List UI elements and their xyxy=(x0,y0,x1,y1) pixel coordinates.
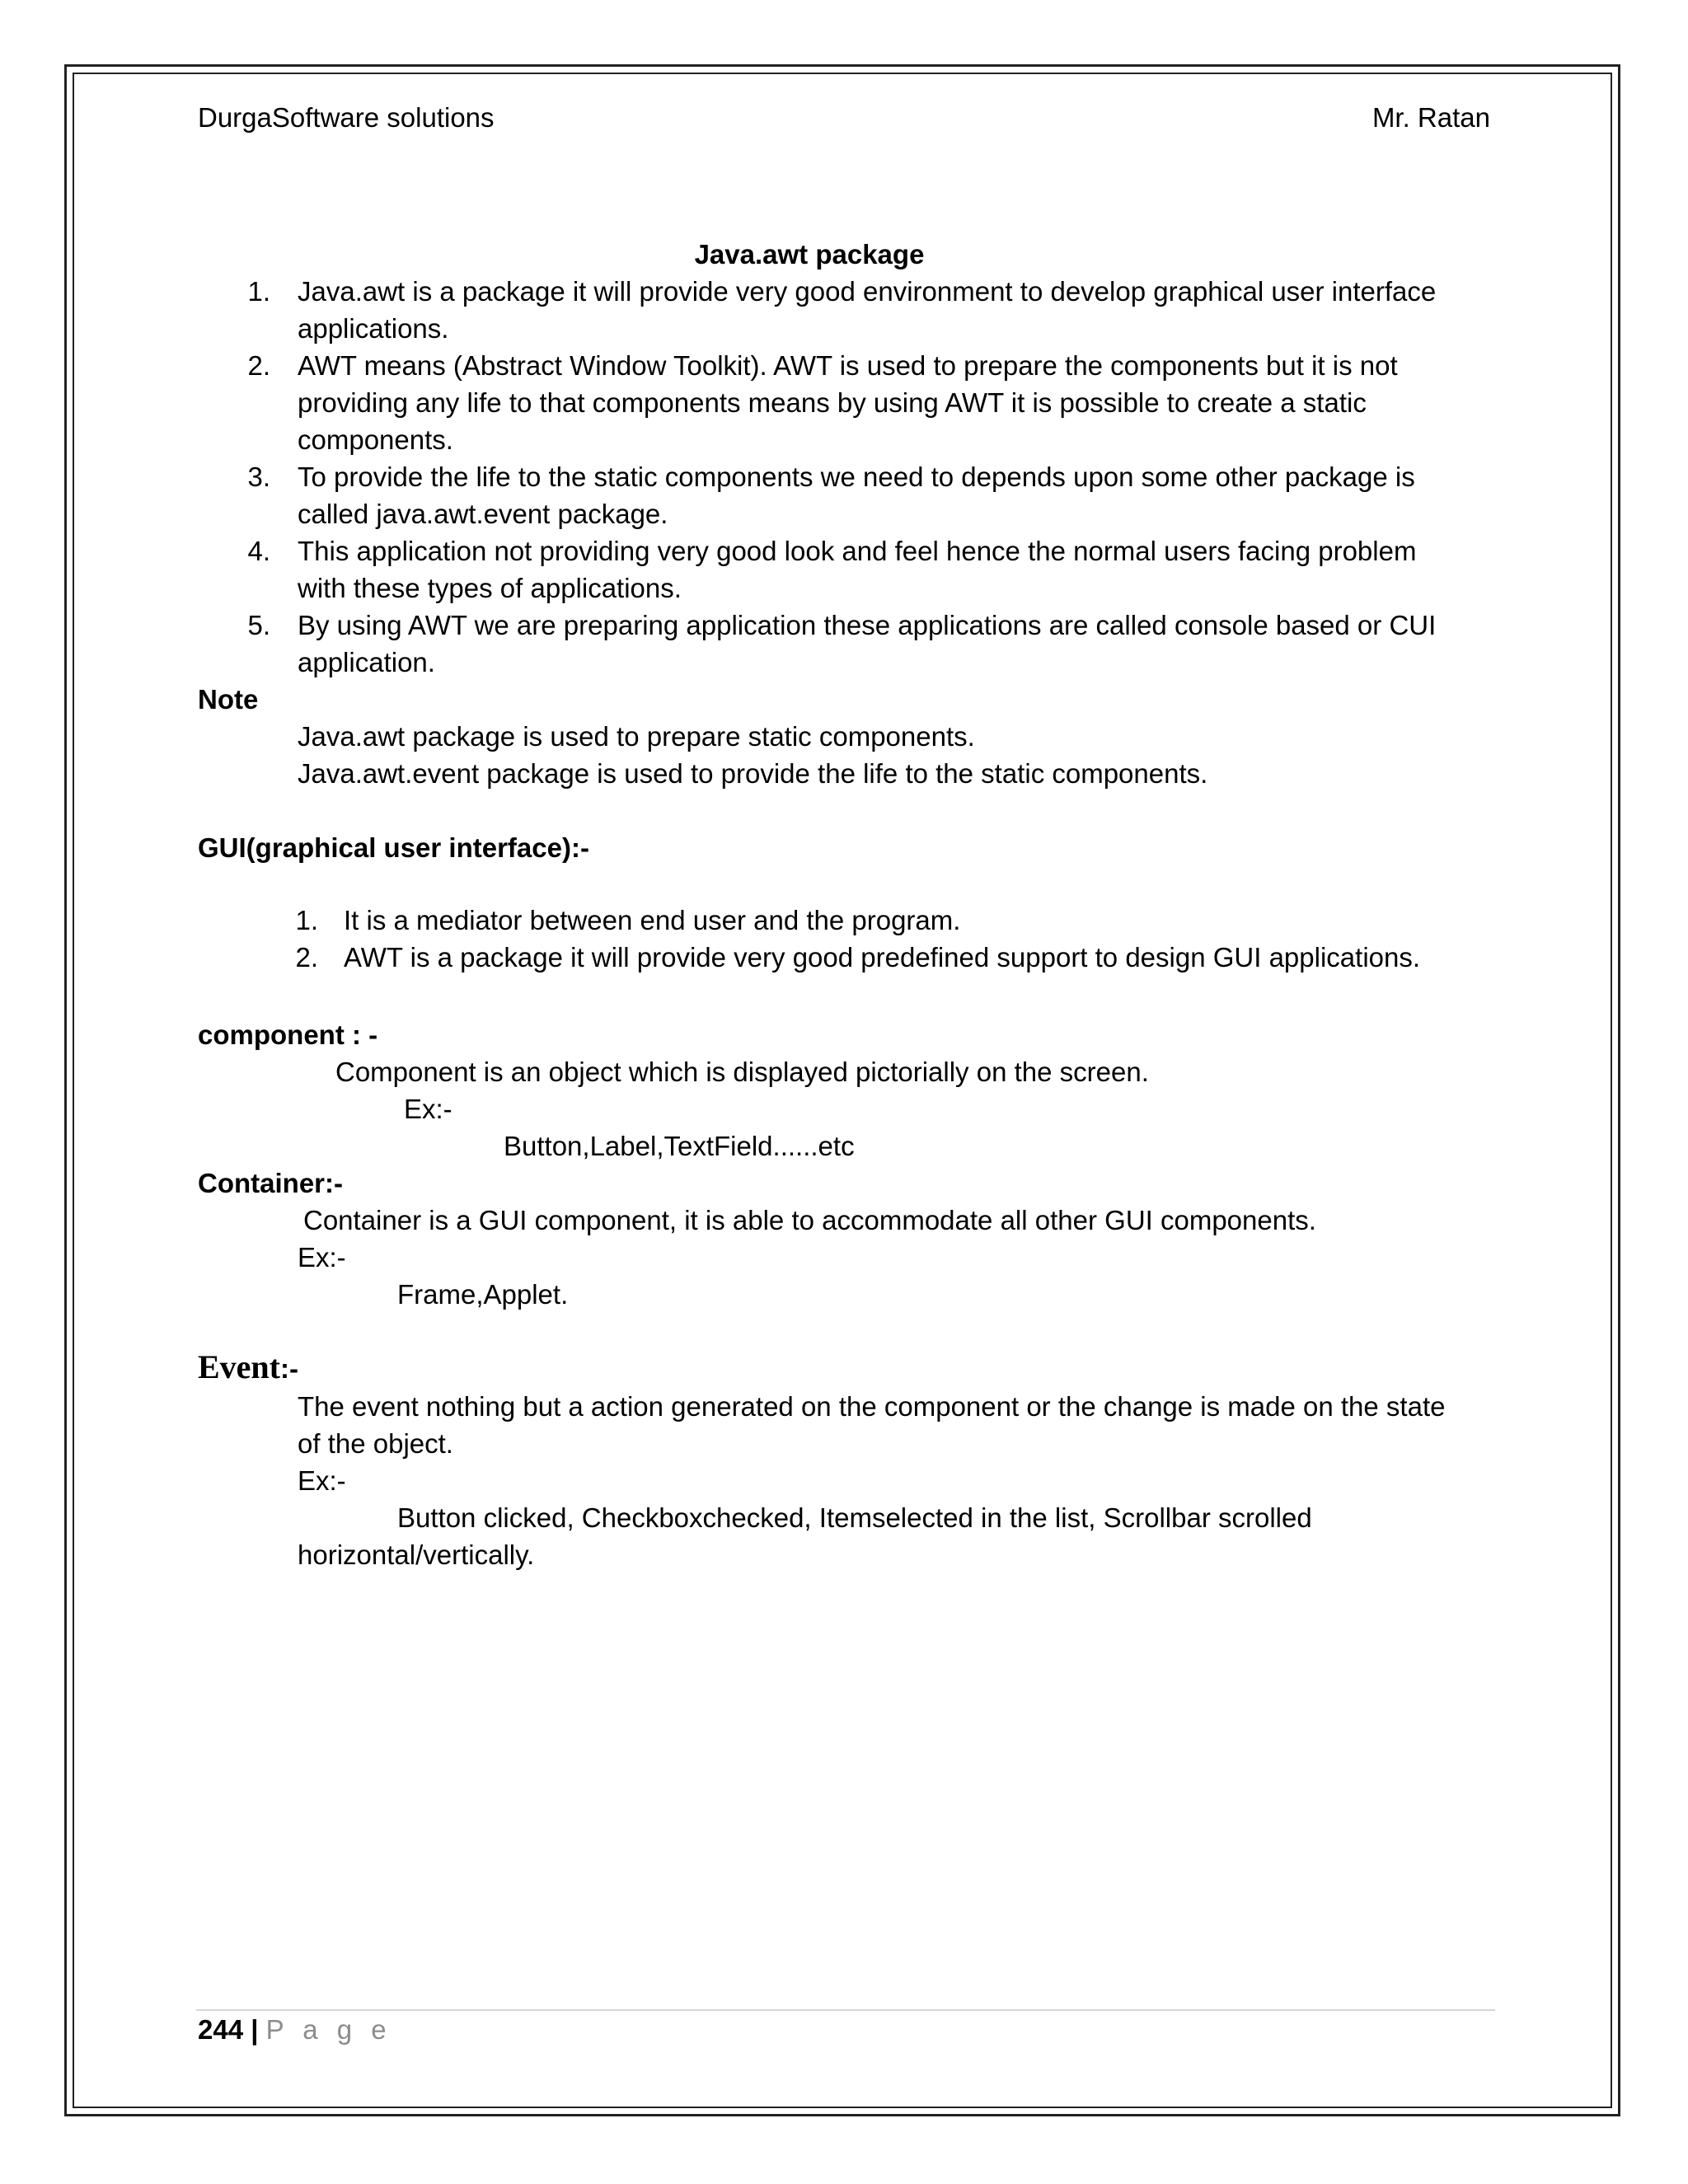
event-line: of the object. xyxy=(298,1428,453,1459)
list-item-line: AWT means (Abstract Window Toolkit). AWT is used to prepare the components but it is not xyxy=(298,350,1398,381)
list-item-line: called java.awt.event package. xyxy=(298,499,668,529)
list-item-line: providing any life to that components means by using AWT it is possible to create a static xyxy=(298,387,1367,418)
note-heading: Note xyxy=(198,684,259,715)
gui-item: It is a mediator between end user and the program. xyxy=(344,905,961,935)
event-line: The event nothing but a action generated on the component or the change is made on the state xyxy=(298,1391,1446,1422)
event-heading xyxy=(198,1348,298,1387)
gui-heading: GUI(graphical user interface):- xyxy=(198,832,589,863)
list-number: 5. xyxy=(247,610,270,640)
list-item-line: applications. xyxy=(298,313,449,344)
list-item-line: By using AWT we are preparing application these applications are called console based or CUI xyxy=(298,610,1437,640)
container-heading: Container:- xyxy=(198,1168,343,1198)
list-item-line: application. xyxy=(298,647,435,677)
container-description: Container is a GUI component, it is able to accommodate all other GUI components. xyxy=(303,1205,1316,1235)
page-footer xyxy=(198,2011,392,2048)
container-example: Frame,Applet. xyxy=(397,1279,569,1310)
event-example-line: Button clicked, Checkboxchecked, Itemselected in the list, Scrollbar scrolled xyxy=(397,1502,1312,1533)
component-heading: component : - xyxy=(198,1019,378,1050)
component-example: Button,Label,TextField......etc xyxy=(504,1131,855,1161)
event-heading-suffix: :- xyxy=(280,1353,298,1384)
event-heading-text: Event xyxy=(198,1348,280,1385)
list-number: 1. xyxy=(247,276,270,307)
list-item-line: components. xyxy=(298,424,453,455)
event-example-line: horizontal/vertically. xyxy=(298,1540,535,1570)
component-description: Component is an object which is displayed pictorially on the screen. xyxy=(335,1057,1149,1087)
page-title: Java.awt package xyxy=(694,239,925,269)
header-company: DurgaSoftware solutions xyxy=(198,102,495,133)
page-number: 244 xyxy=(198,2014,244,2045)
note-line: Java.awt.event package is used to provide the life to the static components. xyxy=(298,758,1208,789)
header-author: Mr. Ratan xyxy=(1372,102,1490,133)
event-example-label: Ex:- xyxy=(298,1465,346,1496)
list-number: 2. xyxy=(295,942,318,972)
page-label: P a g e xyxy=(265,2014,392,2045)
list-item-line: To provide the life to the static components we need to depends upon some other package is xyxy=(298,462,1415,492)
list-number: 3. xyxy=(247,462,270,492)
list-number: 2. xyxy=(247,350,270,381)
container-example-label: Ex:- xyxy=(298,1242,346,1272)
footer-separator: | xyxy=(251,2014,259,2045)
list-item-line: with these types of applications. xyxy=(298,573,682,603)
list-number: 1. xyxy=(295,905,318,935)
note-line: Java.awt package is used to prepare static components. xyxy=(298,721,975,752)
list-item-line: Java.awt is a package it will provide very good environment to develop graphical user interface xyxy=(298,276,1437,307)
list-number: 4. xyxy=(247,536,270,566)
gui-item: AWT is a package it will provide very good predefined support to design GUI applications. xyxy=(344,942,1421,972)
list-item-line: This application not providing very good look and feel hence the normal users facing problem xyxy=(298,536,1417,566)
component-example-label: Ex:- xyxy=(404,1094,452,1124)
